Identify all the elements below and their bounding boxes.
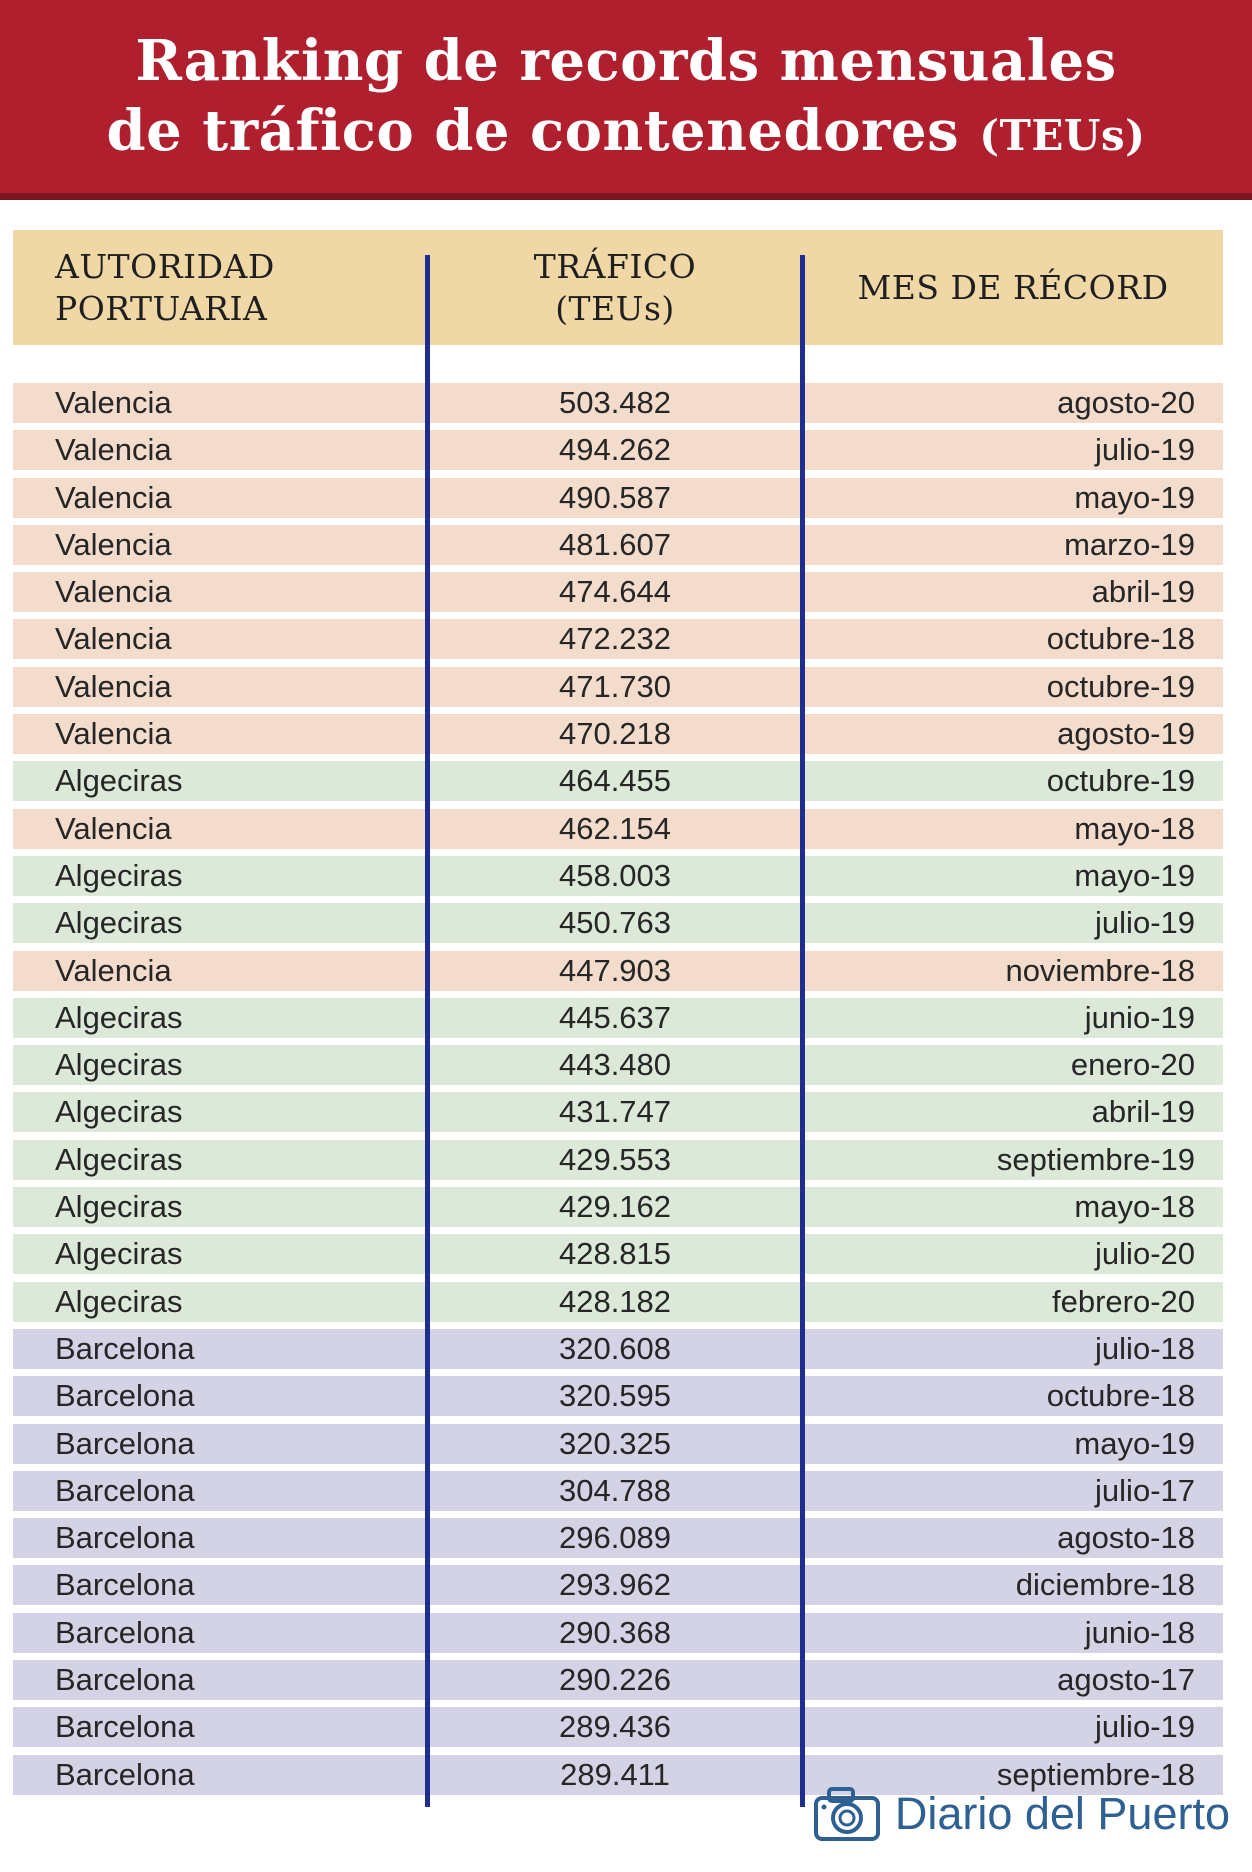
table-row xyxy=(13,430,1223,470)
traffic-cell: 290.226 xyxy=(558,1662,672,1698)
traffic-cell: 490.587 xyxy=(558,479,672,515)
column-header-autoridad-portuaria xyxy=(13,246,427,329)
month-cell: junio-19 xyxy=(1084,999,1195,1035)
table-row xyxy=(13,903,1223,943)
traffic-cell: 429.162 xyxy=(558,1189,672,1225)
column-divider-left xyxy=(425,255,430,1807)
table-row xyxy=(13,525,1223,565)
port-cell: Valencia xyxy=(55,952,172,988)
month-cell: septiembre-19 xyxy=(996,1141,1195,1177)
table-row xyxy=(13,998,1223,1038)
table-row xyxy=(13,1613,1223,1653)
traffic-cell: 320.325 xyxy=(558,1425,672,1461)
table-row xyxy=(13,1565,1223,1605)
column-header-line: AUTORIDAD xyxy=(55,247,275,287)
month-cell: mayo-18 xyxy=(1074,1189,1195,1225)
month-cell: octubre-19 xyxy=(1046,668,1195,704)
month-cell: octubre-18 xyxy=(1046,1378,1195,1414)
table-row xyxy=(13,1282,1223,1322)
month-cell: mayo-19 xyxy=(1074,479,1195,515)
port-cell: Algeciras xyxy=(55,1047,183,1083)
table-rows xyxy=(13,383,1223,1795)
traffic-cell: 320.608 xyxy=(558,1330,672,1366)
month-cell: mayo-19 xyxy=(1074,857,1195,893)
table-row xyxy=(13,1660,1223,1700)
port-cell: Valencia xyxy=(55,574,172,610)
column-divider-right xyxy=(800,255,805,1807)
port-cell: Algeciras xyxy=(55,1141,183,1177)
month-cell: marzo-19 xyxy=(1064,526,1195,562)
month-cell: enero-20 xyxy=(1070,1047,1195,1083)
table-row xyxy=(13,1376,1223,1416)
table-row xyxy=(13,809,1223,849)
title-banner xyxy=(0,0,1252,200)
column-header-line: PORTUARIA xyxy=(55,288,268,328)
table-row xyxy=(13,1140,1223,1180)
month-cell: febrero-20 xyxy=(1051,1283,1195,1319)
traffic-cell: 471.730 xyxy=(558,668,672,704)
month-cell: agosto-19 xyxy=(1057,716,1195,752)
month-cell: diciembre-18 xyxy=(1015,1567,1195,1603)
port-cell: Barcelona xyxy=(55,1425,195,1461)
traffic-cell: 481.607 xyxy=(558,526,672,562)
port-cell: Barcelona xyxy=(55,1330,195,1366)
month-cell: noviembre-18 xyxy=(1005,952,1195,988)
page-title-line-2-main: de tráfico de contenedores xyxy=(106,97,960,164)
table-row xyxy=(13,667,1223,707)
table-row xyxy=(13,1518,1223,1558)
traffic-cell: 462.154 xyxy=(558,810,672,846)
port-cell: Valencia xyxy=(55,716,172,752)
traffic-cell: 296.089 xyxy=(558,1520,672,1556)
page-title-teus-suffix: (TEUs) xyxy=(979,110,1146,160)
table-row xyxy=(13,1471,1223,1511)
traffic-cell: 503.482 xyxy=(558,385,672,420)
traffic-cell: 458.003 xyxy=(558,857,672,893)
port-cell: Barcelona xyxy=(55,1567,195,1603)
traffic-cell: 428.182 xyxy=(558,1283,672,1319)
month-cell: junio-18 xyxy=(1084,1614,1195,1650)
table-row xyxy=(13,761,1223,801)
month-cell: abril-19 xyxy=(1091,1094,1195,1130)
port-cell: Algeciras xyxy=(55,999,183,1035)
traffic-cell: 431.747 xyxy=(558,1094,672,1130)
traffic-cell: 472.232 xyxy=(558,621,672,657)
port-cell: Algeciras xyxy=(55,1189,183,1225)
table-row xyxy=(13,856,1223,896)
port-cell: Algeciras xyxy=(55,857,183,893)
port-cell: Barcelona xyxy=(55,1472,195,1508)
table-row xyxy=(13,1424,1223,1464)
month-cell: agosto-17 xyxy=(1057,1662,1195,1698)
table-row xyxy=(13,572,1223,612)
traffic-cell: 445.637 xyxy=(558,999,672,1035)
port-cell: Algeciras xyxy=(55,1283,183,1319)
page-title-line-1: Ranking de records mensuales xyxy=(135,27,1117,94)
brand-logo xyxy=(813,1786,1230,1842)
table-row xyxy=(13,1045,1223,1085)
port-cell: Barcelona xyxy=(55,1709,195,1745)
traffic-cell: 470.218 xyxy=(558,716,672,752)
table-row xyxy=(13,619,1223,659)
traffic-cell: 293.962 xyxy=(558,1567,672,1603)
traffic-cell: 450.763 xyxy=(558,905,672,941)
month-cell: mayo-19 xyxy=(1074,1425,1195,1461)
traffic-cell: 290.368 xyxy=(558,1614,672,1650)
month-cell: abril-19 xyxy=(1091,574,1195,610)
month-cell: julio-19 xyxy=(1095,432,1195,468)
month-cell: octubre-18 xyxy=(1046,621,1195,657)
table-row xyxy=(13,1707,1223,1747)
column-header-line: TRÁFICO xyxy=(533,247,697,287)
traffic-cell: 464.455 xyxy=(558,763,672,799)
traffic-cell: 289.411 xyxy=(560,1756,670,1792)
table-row xyxy=(13,478,1223,518)
port-cell: Algeciras xyxy=(55,1236,183,1272)
month-cell: julio-19 xyxy=(1095,905,1195,941)
port-cell: Valencia xyxy=(55,621,172,657)
month-cell: julio-17 xyxy=(1095,1472,1195,1508)
month-cell: julio-19 xyxy=(1095,1709,1195,1745)
month-cell: octubre-19 xyxy=(1046,763,1195,799)
table-row xyxy=(13,1092,1223,1132)
port-cell: Valencia xyxy=(55,479,172,515)
table-row xyxy=(13,714,1223,754)
traffic-cell: 447.903 xyxy=(558,952,672,988)
month-cell: mayo-18 xyxy=(1074,810,1195,846)
table-row xyxy=(13,1187,1223,1227)
port-cell: Valencia xyxy=(55,526,172,562)
port-cell: Valencia xyxy=(55,810,172,846)
traffic-cell: 289.436 xyxy=(558,1709,672,1745)
port-cell: Barcelona xyxy=(55,1614,195,1650)
table-row xyxy=(13,951,1223,991)
column-header-mes-de-record xyxy=(803,267,1223,308)
month-cell: septiembre-18 xyxy=(996,1756,1195,1792)
port-cell: Valencia xyxy=(55,385,172,420)
month-cell: agosto-20 xyxy=(1057,385,1195,420)
port-cell: Barcelona xyxy=(55,1520,195,1556)
column-header-line: (TEUs) xyxy=(555,288,675,328)
traffic-cell: 428.815 xyxy=(558,1236,672,1272)
traffic-cell: 320.595 xyxy=(558,1378,672,1414)
port-cell: Algeciras xyxy=(55,1094,183,1130)
traffic-cell: 304.788 xyxy=(558,1472,672,1508)
page-title-line-2 xyxy=(106,97,1146,164)
camera-icon xyxy=(813,1786,881,1842)
port-cell: Valencia xyxy=(55,668,172,704)
month-cell: julio-18 xyxy=(1095,1330,1195,1366)
table-row xyxy=(13,1234,1223,1274)
port-cell: Algeciras xyxy=(55,905,183,941)
port-cell: Barcelona xyxy=(55,1662,195,1698)
month-cell: julio-20 xyxy=(1095,1236,1195,1272)
traffic-cell: 494.262 xyxy=(558,432,672,468)
port-cell: Valencia xyxy=(55,432,172,468)
month-cell: agosto-18 xyxy=(1057,1520,1195,1556)
traffic-cell: 474.644 xyxy=(558,574,672,610)
table-row xyxy=(13,383,1223,423)
port-cell: Barcelona xyxy=(55,1378,195,1414)
port-cell: Barcelona xyxy=(55,1756,195,1792)
column-header-trafico-teus xyxy=(427,246,803,329)
brand-name: Diario del Puerto xyxy=(894,1788,1230,1839)
traffic-cell: 429.553 xyxy=(558,1141,672,1177)
column-header-line: MES DE RÉCORD xyxy=(857,267,1169,307)
port-cell: Algeciras xyxy=(55,763,183,799)
table-header-row xyxy=(13,230,1223,345)
traffic-cell: 443.480 xyxy=(558,1047,672,1083)
table-row xyxy=(13,1329,1223,1369)
